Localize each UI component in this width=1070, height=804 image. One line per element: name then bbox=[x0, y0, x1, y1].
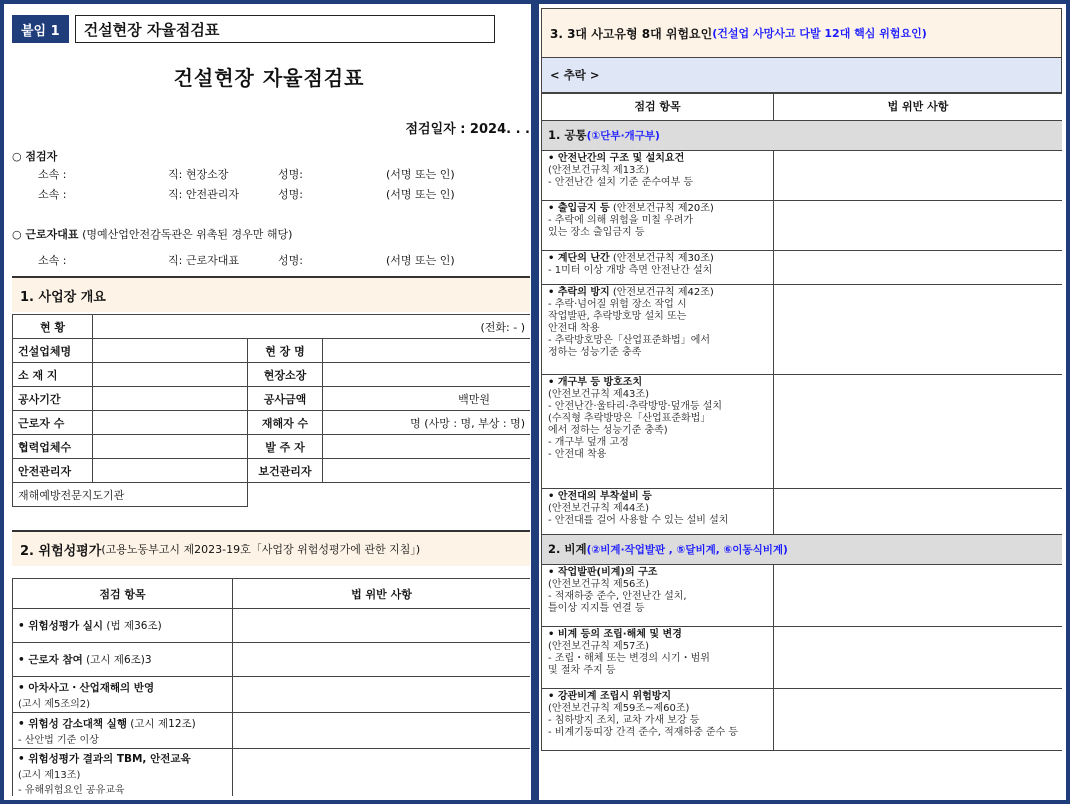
hazard-item-line: 정하는 성능기준 충족 bbox=[548, 347, 642, 358]
risk-item bbox=[13, 677, 233, 713]
overview-value[interactable] bbox=[323, 363, 531, 387]
risk-item-title: • 위험성평가 결과의 TBM, 안전교육 bbox=[18, 753, 191, 765]
hazard-item-line: 틀이상 지지틀 연결 등 bbox=[548, 603, 645, 614]
risk-item-sub: - 산안법 기준 이상 bbox=[18, 734, 99, 746]
table-row bbox=[542, 285, 1063, 375]
hazard-item-title bbox=[548, 203, 767, 215]
hazard-item-line: (안전보건규칙 제43조) bbox=[548, 389, 649, 400]
hazard-item-line: (안전보건규칙 제57조) bbox=[548, 641, 649, 652]
risk-violation-cell[interactable] bbox=[233, 643, 531, 677]
overview-label: 건설업체명 bbox=[13, 339, 93, 363]
overview-label: 보건관리자 bbox=[248, 459, 323, 483]
hazard-item-title: • 안전난간의 구조 및 설치요건 bbox=[548, 153, 685, 164]
table-row bbox=[13, 579, 531, 609]
worker-rep-line bbox=[12, 226, 292, 242]
risk-header-violation: 법 위반 사항 bbox=[233, 579, 531, 609]
risk-item-title: • 위험성 감소대책 실행 bbox=[18, 717, 127, 730]
overview-value[interactable] bbox=[93, 411, 248, 435]
hazard-item-line: 작업발판, 추락방호망 설치 또는 bbox=[548, 311, 687, 322]
section-2-title bbox=[12, 530, 530, 566]
hazard-item-line: - 적재하중 준수, 안전난간 설치, bbox=[548, 591, 687, 602]
inspector-2-affiliation: 소속 : bbox=[38, 188, 67, 201]
left-page bbox=[8, 8, 530, 796]
hazard-violation-cell[interactable] bbox=[774, 489, 1063, 535]
risk-header-item: 점검 항목 bbox=[13, 579, 233, 609]
category-title: 2. 비계 bbox=[548, 541, 587, 556]
category-common bbox=[542, 121, 1063, 151]
hazard-item bbox=[542, 251, 774, 285]
section-2-title-sub: (고용노동부고시 제2023-19호「사업장 위험성평가에 관한 지침」) bbox=[101, 543, 421, 556]
table-row bbox=[542, 565, 1063, 627]
overview-value[interactable]: 명 (사망 : 명, 부상 : 명) bbox=[323, 411, 531, 435]
overview-value[interactable] bbox=[323, 435, 531, 459]
worker-rep-affiliation: 소속 : bbox=[38, 254, 67, 267]
hazard-violation-cell[interactable] bbox=[774, 201, 1063, 251]
hazard-violation-cell[interactable] bbox=[774, 627, 1063, 689]
risk-assessment-table bbox=[12, 578, 530, 796]
table-row bbox=[542, 251, 1063, 285]
overview-label: 공사금액 bbox=[248, 387, 323, 411]
risk-item-sub: (고시 제13조) bbox=[18, 770, 81, 781]
hazard-item-line: (안전보건규칙 제13조) bbox=[548, 165, 649, 176]
overview-value[interactable] bbox=[93, 339, 248, 363]
hazard-item-line: - 개구부 덮개 고정 bbox=[548, 437, 629, 448]
hazard-item-line: - 안전대 착용 bbox=[548, 449, 607, 460]
overview-label: 근로자 수 bbox=[13, 411, 93, 435]
attachment-title: 건설현장 자율점검표 bbox=[75, 15, 495, 43]
section-1-title: 1. 사업장 개요 bbox=[12, 276, 530, 312]
inspector-1-affiliation: 소속 : bbox=[38, 168, 67, 181]
hazard-item-line: - 비계기둥띠장 간격 준수, 적재하중 준수 등 bbox=[548, 727, 739, 738]
hazard-item-line: 안전대 착용 bbox=[548, 323, 600, 334]
overview-label: 협력업체수 bbox=[13, 435, 93, 459]
category-sub: (①단부·개구부) bbox=[586, 129, 660, 142]
hazard-checklist-table bbox=[541, 93, 1062, 751]
status-label: 현 황 bbox=[13, 315, 93, 339]
hazard-item-line: (수직형 추락방망은「산업표준화법」 bbox=[548, 413, 711, 424]
attachment-header bbox=[12, 14, 495, 44]
table-row bbox=[542, 151, 1063, 201]
overview-label: 재해자 수 bbox=[248, 411, 323, 435]
risk-item-ref: (고시 제6조)3 bbox=[82, 654, 152, 666]
risk-item-ref: (고시 제12조) bbox=[126, 717, 196, 730]
hazard-item-title bbox=[548, 287, 767, 299]
fall-hazard-label: < 추락 > bbox=[541, 58, 1062, 93]
table-row bbox=[542, 535, 1063, 565]
hazard-item bbox=[542, 151, 774, 201]
hazard-item-line: - 안전난간 설치 기준 준수여부 등 bbox=[548, 177, 694, 188]
inspector-2-name: 성명: bbox=[278, 188, 303, 201]
table-row bbox=[13, 677, 531, 713]
hazard-item-line: - 안전난간·울타리·추락방망·덮개등 설치 bbox=[548, 401, 723, 412]
risk-item-title: • 위험성평가 실시 bbox=[18, 620, 104, 632]
inspector-2-position: 직: 안전관리자 bbox=[168, 188, 239, 201]
overview-label: 현 장 명 bbox=[248, 339, 323, 363]
hazard-item bbox=[542, 689, 774, 751]
table-row bbox=[13, 749, 531, 797]
hazard-header-violation: 법 위반 사항 bbox=[774, 94, 1063, 121]
overview-value[interactable] bbox=[323, 339, 531, 363]
table-row bbox=[542, 121, 1063, 151]
worker-rep-position: 직: 근로자대표 bbox=[168, 254, 239, 267]
hazard-item-line: (안전보건규칙 제59조~제60조) bbox=[548, 703, 690, 714]
inspector-1-position: 직: 현장소장 bbox=[168, 168, 229, 181]
overview-value[interactable] bbox=[93, 435, 248, 459]
overview-value[interactable] bbox=[93, 387, 248, 411]
hazard-violation-cell[interactable] bbox=[774, 285, 1063, 375]
overview-label: 발 주 자 bbox=[248, 435, 323, 459]
overview-value[interactable] bbox=[248, 483, 531, 507]
hazard-item-line: (안전보건규칙 제56조) bbox=[548, 579, 649, 590]
hazard-item-line: - 추락방호망은「산업표준화법」에서 bbox=[548, 335, 711, 346]
category-scaffold bbox=[542, 535, 1063, 565]
document-title: 건설현장 자율점검표 bbox=[173, 66, 365, 90]
inspector-1-sign: (서명 또는 인) bbox=[386, 168, 455, 181]
inspection-date: 점검일자 : 2024. . . bbox=[405, 122, 530, 137]
right-page bbox=[541, 8, 1062, 796]
worker-rep-label: ○ 근로자대표 bbox=[12, 228, 79, 241]
table-row bbox=[13, 339, 531, 363]
risk-item bbox=[13, 713, 233, 749]
risk-violation-cell[interactable] bbox=[233, 609, 531, 643]
hazard-item-ref: (안전보건규칙 제30조) bbox=[609, 253, 714, 264]
hazard-item-line: 및 절차 주지 등 bbox=[548, 665, 616, 676]
overview-value[interactable]: 백만원 bbox=[323, 387, 531, 411]
hazard-item-line: - 침하방지 조치, 교차 가새 보강 등 bbox=[548, 715, 700, 726]
overview-label: 현장소장 bbox=[248, 363, 323, 387]
section-2-title-main: 2. 위험성평가 bbox=[20, 543, 102, 559]
hazard-item-title-text: • 계단의 난간 bbox=[548, 253, 610, 264]
hazard-item-line: - 추락에 의해 위험을 미칠 우려가 bbox=[548, 215, 694, 226]
hazard-item-title: • 안전대의 부착설비 등 bbox=[548, 491, 652, 502]
hazard-item-line: (안전보건규칙 제44조) bbox=[548, 503, 649, 514]
risk-item-sub: (고시 제5조의2) bbox=[18, 698, 91, 710]
risk-item-ref: (법 제36조) bbox=[103, 620, 162, 632]
inspector-label: ○ 점검자 bbox=[12, 150, 58, 163]
overview-label: 공사기간 bbox=[13, 387, 93, 411]
overview-value[interactable] bbox=[93, 363, 248, 387]
attachment-badge: 붙임 1 bbox=[12, 15, 69, 43]
hazard-item-title: • 개구부 등 방호조치 bbox=[548, 377, 643, 388]
hazard-item-line: 있는 장소 출입금지 등 bbox=[548, 227, 645, 238]
table-row bbox=[542, 94, 1063, 121]
category-title: 1. 공통 bbox=[548, 127, 587, 142]
risk-item bbox=[13, 609, 233, 643]
hazard-violation-cell[interactable] bbox=[774, 151, 1063, 201]
table-row bbox=[13, 387, 531, 411]
overview-value[interactable] bbox=[93, 459, 248, 483]
risk-violation-cell[interactable] bbox=[233, 677, 531, 713]
overview-value[interactable] bbox=[323, 459, 531, 483]
table-row bbox=[13, 713, 531, 749]
hazard-item-title bbox=[548, 253, 767, 265]
site-overview-table bbox=[12, 314, 530, 507]
section-3-title bbox=[541, 8, 1062, 58]
hazard-item-title: • 강관비계 조립시 위험방지 bbox=[548, 691, 672, 702]
hazard-violation-cell[interactable] bbox=[774, 375, 1063, 489]
hazard-item bbox=[542, 627, 774, 689]
hazard-violation-cell[interactable] bbox=[774, 251, 1063, 285]
hazard-header-item: 점검 항목 bbox=[542, 94, 774, 121]
hazard-violation-cell[interactable] bbox=[774, 565, 1063, 627]
inspector-2-sign: (서명 또는 인) bbox=[386, 188, 455, 201]
table-row bbox=[542, 375, 1063, 489]
hazard-item-line: - 1미터 이상 개방 측면 안전난간 설치 bbox=[548, 265, 713, 276]
hazard-item-title: • 작업발판(비계)의 구조 bbox=[548, 567, 658, 578]
overview-label: 소 재 지 bbox=[13, 363, 93, 387]
table-row bbox=[542, 627, 1063, 689]
table-row bbox=[542, 201, 1063, 251]
table-row bbox=[13, 363, 531, 387]
inspector-1-name: 성명: bbox=[278, 168, 303, 181]
hazard-item-line: - 안전대를 걸어 사용할 수 있는 설비 설치 bbox=[548, 515, 729, 526]
table-row bbox=[13, 459, 531, 483]
hazard-item-ref: (안전보건규칙 제20조) bbox=[609, 203, 714, 214]
hazard-item bbox=[542, 375, 774, 489]
risk-item-sub: - 유해위험요인 공유교육 bbox=[18, 785, 125, 796]
hazard-item bbox=[542, 201, 774, 251]
risk-item bbox=[13, 749, 233, 797]
hazard-item-title: • 비계 등의 조립·해체 및 변경 bbox=[548, 629, 682, 640]
page-divider bbox=[531, 0, 539, 804]
overview-label: 안전관리자 bbox=[13, 459, 93, 483]
risk-violation-cell[interactable] bbox=[233, 713, 531, 749]
table-row bbox=[542, 689, 1063, 751]
table-row bbox=[13, 435, 531, 459]
hazard-item bbox=[542, 565, 774, 627]
worker-rep-sign: (서명 또는 인) bbox=[386, 254, 455, 267]
status-phone[interactable]: (전화: - ) bbox=[93, 315, 531, 339]
risk-item bbox=[13, 643, 233, 677]
risk-item-title: • 근로자 참여 bbox=[18, 654, 83, 666]
table-row bbox=[13, 643, 531, 677]
hazard-item-line: 에서 정하는 성능기준 충족) bbox=[548, 425, 668, 436]
hazard-item-line: - 조립・해체 또는 변경의 시기・범위 bbox=[548, 653, 710, 664]
section-3-title-main: 3. 3대 사고유형 8대 위험요인 bbox=[550, 26, 713, 41]
hazard-item bbox=[542, 489, 774, 535]
worker-rep-note: (명예산업안전감독관은 위촉된 경우만 해당) bbox=[82, 228, 293, 241]
risk-violation-cell[interactable] bbox=[233, 749, 531, 797]
worker-rep-name: 성명: bbox=[278, 254, 303, 267]
table-row bbox=[13, 483, 531, 507]
section-3-title-sub: (건설업 사망사고 다발 12대 핵심 위험요인) bbox=[712, 27, 927, 40]
overview-label-agency: 재해예방전문지도기관 bbox=[13, 483, 248, 507]
hazard-item-line: - 추락·넘어질 위험 장소 작업 시 bbox=[548, 299, 687, 310]
hazard-item-title-text: • 추락의 방지 bbox=[548, 287, 610, 298]
table-row bbox=[542, 489, 1063, 535]
category-sub: (②비계·작업발판 , ⑤달비계, ⑥이동식비계) bbox=[586, 543, 788, 556]
risk-item-title: • 아차사고・산업재해의 반영 bbox=[18, 681, 155, 694]
table-row bbox=[13, 609, 531, 643]
hazard-item bbox=[542, 285, 774, 375]
hazard-violation-cell[interactable] bbox=[774, 689, 1063, 751]
table-row bbox=[13, 315, 531, 339]
table-row bbox=[13, 411, 531, 435]
hazard-item-ref: (안전보건규칙 제42조) bbox=[609, 287, 714, 298]
hazard-item-title-text: • 출입금지 등 bbox=[548, 203, 610, 214]
